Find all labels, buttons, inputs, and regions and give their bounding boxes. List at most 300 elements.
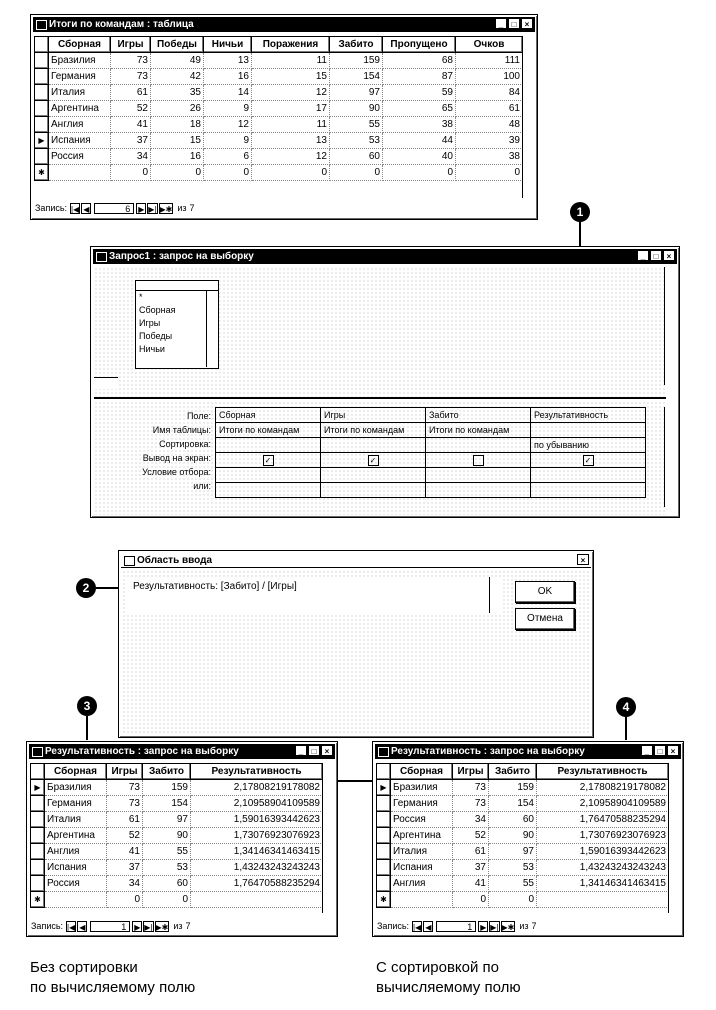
table-cell[interactable]: Испания xyxy=(45,860,107,876)
table-cell[interactable]: 34 xyxy=(107,876,143,892)
row-selector[interactable] xyxy=(31,860,45,876)
vertical-scrollbar[interactable] xyxy=(322,763,334,913)
select-all-corner[interactable] xyxy=(31,764,45,780)
table-cell[interactable]: 11 xyxy=(252,53,330,69)
field-list-item[interactable]: Игры xyxy=(139,318,161,328)
table-cell[interactable]: Англия xyxy=(49,117,111,133)
table-window xyxy=(30,14,538,220)
table-row[interactable] xyxy=(31,860,323,876)
table-cell[interactable]: Аргентина xyxy=(45,828,107,844)
table-pane-hscroll[interactable] xyxy=(94,377,118,389)
column-header[interactable]: Сборная xyxy=(45,764,107,780)
show-checkbox[interactable]: ✓ xyxy=(263,455,274,466)
table-cell[interactable]: 55 xyxy=(143,844,191,860)
table-cell[interactable]: 1,76470588235294 xyxy=(191,876,323,892)
table-row[interactable] xyxy=(377,892,669,908)
field-list-scrollbar[interactable] xyxy=(206,291,218,367)
caption-right-line2: вычисляемому полю xyxy=(376,979,521,996)
table-cell[interactable]: Италия xyxy=(391,844,453,860)
table-cell[interactable]: 52 xyxy=(453,828,489,844)
column-header[interactable]: Забито xyxy=(330,37,383,53)
table-cell[interactable]: 59 xyxy=(383,85,456,101)
table-cell[interactable]: 0 xyxy=(252,165,330,181)
table-cell[interactable]: 12 xyxy=(252,85,330,101)
new-record-button[interactable]: ▶✱ xyxy=(501,922,515,932)
table-cell[interactable]: 44 xyxy=(383,133,456,149)
new-record-button[interactable]: ▶✱ xyxy=(159,204,173,214)
table-cell[interactable]: 0 xyxy=(111,165,151,181)
next-record-button[interactable]: ▶ xyxy=(480,922,487,932)
table-cell[interactable]: 13 xyxy=(204,53,252,69)
table-cell[interactable]: 0 xyxy=(456,165,523,181)
design-cell-text: Игры xyxy=(324,410,346,420)
table-cell[interactable]: Италия xyxy=(49,85,111,101)
table-cell[interactable]: 9 xyxy=(204,101,252,117)
row-selector[interactable] xyxy=(377,812,391,828)
table-cell[interactable]: 12 xyxy=(204,117,252,133)
table-window-titlebar[interactable] xyxy=(33,17,535,32)
table-cell[interactable]: 97 xyxy=(489,844,537,860)
table-cell[interactable]: 38 xyxy=(456,149,523,165)
query-window-title: Запрос1 : запрос на выборку xyxy=(109,251,254,262)
design-grid-cell[interactable] xyxy=(321,483,426,498)
table-cell[interactable]: 154 xyxy=(143,796,191,812)
field-list-titlebar[interactable] xyxy=(136,281,218,291)
select-all-corner[interactable] xyxy=(35,37,49,53)
table-cell[interactable]: 60 xyxy=(143,876,191,892)
table-cell[interactable]: 90 xyxy=(143,828,191,844)
table-cell[interactable]: 0 xyxy=(330,165,383,181)
table-cell[interactable]: 90 xyxy=(489,828,537,844)
table-row[interactable] xyxy=(31,812,323,828)
table-cell[interactable]: 2,17808219178082 xyxy=(191,780,323,796)
design-grid-cell[interactable] xyxy=(216,408,321,423)
table-cell[interactable] xyxy=(49,165,111,181)
table-cell[interactable]: 90 xyxy=(330,101,383,117)
row-selector[interactable] xyxy=(377,860,391,876)
row-selector[interactable] xyxy=(377,844,391,860)
table-cell[interactable]: Германия xyxy=(391,796,453,812)
design-grid-cell[interactable] xyxy=(531,408,646,423)
table-cell[interactable]: 159 xyxy=(330,53,383,69)
table-cell[interactable]: Аргентина xyxy=(49,101,111,117)
row-selector[interactable] xyxy=(35,85,49,101)
column-header[interactable]: Ничьи xyxy=(204,37,252,53)
table-cell[interactable]: 55 xyxy=(330,117,383,133)
table-row[interactable] xyxy=(35,165,523,181)
table-row[interactable] xyxy=(35,133,523,149)
table-cell[interactable]: 73 xyxy=(111,69,151,85)
zoom-dialog-titlebar[interactable] xyxy=(121,553,591,568)
table-cell[interactable]: Аргентина xyxy=(391,828,453,844)
datasheet-grid xyxy=(34,36,523,181)
table-cell[interactable]: 111 xyxy=(456,53,523,69)
table-cell[interactable]: Испания xyxy=(49,133,111,149)
table-cell[interactable]: 154 xyxy=(330,69,383,85)
first-record-button[interactable]: |◀ xyxy=(413,922,422,932)
table-cell[interactable]: 18 xyxy=(151,117,204,133)
table-cell[interactable]: 37 xyxy=(107,860,143,876)
table-cell[interactable]: 60 xyxy=(489,812,537,828)
table-row[interactable] xyxy=(377,844,669,860)
row-label-show: Вывод на экран: xyxy=(142,453,211,463)
minimize-button[interactable]: _ xyxy=(637,250,649,261)
table-row[interactable] xyxy=(377,812,669,828)
table-cell[interactable]: Испания xyxy=(391,860,453,876)
minimize-button[interactable]: _ xyxy=(495,18,507,29)
table-cell[interactable]: 48 xyxy=(456,117,523,133)
design-grid-cell[interactable] xyxy=(426,453,531,468)
query-window xyxy=(90,246,680,518)
expression-text: Результативность: [Забито] / [Игры] xyxy=(133,581,297,592)
first-record-button[interactable]: |◀ xyxy=(67,922,76,932)
column-header[interactable]: Очков xyxy=(456,37,523,53)
query-window-titlebar[interactable] xyxy=(93,249,677,264)
table-cell[interactable]: 61 xyxy=(456,101,523,117)
table-cell[interactable] xyxy=(391,892,453,908)
table-cell[interactable]: 2,17808219178082 xyxy=(537,780,669,796)
design-grid-cell[interactable] xyxy=(426,483,531,498)
table-row[interactable] xyxy=(377,876,669,892)
table-cell[interactable]: 17 xyxy=(252,101,330,117)
table-cell[interactable]: 55 xyxy=(489,876,537,892)
table-cell[interactable]: 49 xyxy=(151,53,204,69)
table-cell[interactable]: 73 xyxy=(111,53,151,69)
table-row[interactable] xyxy=(31,796,323,812)
table-cell[interactable] xyxy=(537,892,669,908)
table-cell[interactable]: 14 xyxy=(204,85,252,101)
last-record-button[interactable]: ▶| xyxy=(144,922,153,932)
table-cell[interactable]: 100 xyxy=(456,69,523,85)
close-button[interactable]: × xyxy=(663,250,675,261)
row-selector[interactable]: ▶ xyxy=(31,780,45,796)
row-label-sort: Сортировка: xyxy=(159,439,211,449)
next-record-button[interactable]: ▶ xyxy=(134,922,141,932)
table-cell[interactable]: 0 xyxy=(204,165,252,181)
table-cell[interactable]: 84 xyxy=(456,85,523,101)
table-row[interactable] xyxy=(377,828,669,844)
table-cell[interactable]: Англия xyxy=(45,844,107,860)
table-cell[interactable]: 60 xyxy=(330,149,383,165)
column-header[interactable]: Результативность xyxy=(191,764,323,780)
table-cell[interactable]: 1,73076923076923 xyxy=(191,828,323,844)
table-cell[interactable]: 87 xyxy=(383,69,456,85)
table-cell[interactable]: 0 xyxy=(383,165,456,181)
last-record-button[interactable]: ▶| xyxy=(148,204,157,214)
row-selector[interactable]: ✱ xyxy=(31,892,45,908)
design-grid-cell[interactable] xyxy=(216,453,321,468)
ok-button[interactable]: OK xyxy=(515,581,575,603)
table-cell[interactable]: 97 xyxy=(330,85,383,101)
prev-record-button[interactable]: ◀ xyxy=(425,922,432,932)
design-grid-cell[interactable] xyxy=(426,438,531,453)
table-row[interactable] xyxy=(31,892,323,908)
table-row[interactable] xyxy=(377,796,669,812)
minimize-button[interactable]: _ xyxy=(295,745,307,756)
table-cell[interactable]: 73 xyxy=(107,780,143,796)
show-checkbox[interactable]: ✓ xyxy=(583,455,594,466)
column-header[interactable]: Забито xyxy=(489,764,537,780)
design-grid-cell[interactable] xyxy=(531,453,646,468)
record-number-field[interactable]: 1 xyxy=(436,921,476,932)
vertical-scrollbar[interactable] xyxy=(522,36,534,198)
design-grid-cell[interactable] xyxy=(426,468,531,483)
table-cell[interactable]: 154 xyxy=(489,796,537,812)
design-grid-cell[interactable] xyxy=(216,468,321,483)
table-cell[interactable]: 12 xyxy=(252,149,330,165)
cancel-button[interactable]: Отмена xyxy=(515,608,575,630)
row-selector[interactable] xyxy=(35,101,49,117)
table-cell[interactable]: Россия xyxy=(391,812,453,828)
table-cell[interactable]: Италия xyxy=(45,812,107,828)
row-label-table: Имя таблицы: xyxy=(152,425,211,435)
table-cell[interactable]: 53 xyxy=(143,860,191,876)
table-row[interactable] xyxy=(35,149,523,165)
maximize-button[interactable]: □ xyxy=(508,18,520,29)
design-grid-vscroll[interactable] xyxy=(664,407,676,507)
table-row[interactable] xyxy=(35,101,523,117)
record-total: 7 xyxy=(185,921,191,931)
table-cell[interactable]: 26 xyxy=(151,101,204,117)
table-cell[interactable]: 1,34146341463415 xyxy=(537,876,669,892)
table-cell[interactable]: 15 xyxy=(252,69,330,85)
table-cell[interactable]: Бразилия xyxy=(45,780,107,796)
row-selector[interactable] xyxy=(31,828,45,844)
table-row[interactable] xyxy=(31,876,323,892)
close-button[interactable]: × xyxy=(577,554,589,565)
table-cell[interactable]: 52 xyxy=(107,828,143,844)
design-grid-cell[interactable] xyxy=(321,468,426,483)
table-cell[interactable]: 0 xyxy=(107,892,143,908)
table-cell[interactable]: 68 xyxy=(383,53,456,69)
table-cell[interactable]: 16 xyxy=(151,149,204,165)
table-cell[interactable]: 0 xyxy=(143,892,191,908)
row-selector[interactable] xyxy=(31,796,45,812)
column-header[interactable]: Забито xyxy=(143,764,191,780)
table-cell[interactable]: Бразилия xyxy=(391,780,453,796)
connector-line xyxy=(337,780,373,782)
table-cell[interactable]: 42 xyxy=(151,69,204,85)
show-checkbox[interactable]: ✓ xyxy=(368,455,379,466)
table-cell[interactable]: Россия xyxy=(49,149,111,165)
table-cell[interactable]: 41 xyxy=(111,117,151,133)
row-selector[interactable] xyxy=(35,117,49,133)
table-cell[interactable]: 6 xyxy=(204,149,252,165)
table-row[interactable] xyxy=(35,85,523,101)
column-header[interactable]: Пропущено xyxy=(383,37,456,53)
field-list-item[interactable]: Победы xyxy=(139,331,173,341)
table-row[interactable] xyxy=(377,780,669,796)
expression-textarea[interactable] xyxy=(127,577,497,613)
column-header[interactable]: Поражения xyxy=(252,37,330,53)
field-list-item[interactable]: * xyxy=(139,292,143,302)
table-cell[interactable]: 1,59016393442623 xyxy=(537,844,669,860)
minimize-button[interactable]: _ xyxy=(641,745,653,756)
column-header[interactable]: Результативность xyxy=(537,764,669,780)
design-grid-row xyxy=(216,453,646,468)
design-grid-cell[interactable] xyxy=(216,423,321,438)
design-grid-row xyxy=(216,423,646,438)
table-cell[interactable]: 41 xyxy=(107,844,143,860)
field-list-item[interactable]: Сборная xyxy=(139,305,176,315)
table-cell[interactable]: 15 xyxy=(151,133,204,149)
next-record-button[interactable]: ▶ xyxy=(138,204,145,214)
design-grid-cell[interactable] xyxy=(531,438,646,453)
column-header[interactable]: Победы xyxy=(151,37,204,53)
callout-3: 3 xyxy=(77,696,97,716)
vertical-scrollbar[interactable] xyxy=(668,763,680,913)
design-grid-cell[interactable] xyxy=(531,468,646,483)
table-cell[interactable]: Англия xyxy=(391,876,453,892)
table-cell[interactable]: 52 xyxy=(111,101,151,117)
row-selector[interactable] xyxy=(377,876,391,892)
table-cell[interactable]: 61 xyxy=(107,812,143,828)
table-row[interactable] xyxy=(31,828,323,844)
show-checkbox[interactable] xyxy=(473,455,484,466)
table-pane-vscroll[interactable] xyxy=(664,267,676,385)
row-selector[interactable]: ▶ xyxy=(35,133,49,149)
table-cell[interactable]: 73 xyxy=(453,780,489,796)
prev-record-button[interactable]: ◀ xyxy=(79,922,86,932)
design-cell-text: Забито xyxy=(429,410,459,420)
caption-right xyxy=(376,958,521,998)
row-selector[interactable] xyxy=(31,812,45,828)
new-record-button[interactable]: ▶✱ xyxy=(155,922,169,932)
unsorted-titlebar[interactable] xyxy=(29,744,335,759)
maximize-button[interactable]: □ xyxy=(308,745,320,756)
table-cell[interactable]: 2,10958904109589 xyxy=(537,796,669,812)
record-navigator xyxy=(377,919,537,933)
column-header[interactable]: Игры xyxy=(453,764,489,780)
table-cell[interactable]: 35 xyxy=(151,85,204,101)
table-cell[interactable]: 65 xyxy=(383,101,456,117)
table-cell[interactable] xyxy=(191,892,323,908)
callout-1: 1 xyxy=(570,202,590,222)
table-cell[interactable]: 97 xyxy=(143,812,191,828)
design-grid-cell[interactable] xyxy=(321,453,426,468)
row-selector[interactable] xyxy=(377,796,391,812)
table-cell[interactable]: 1,59016393442623 xyxy=(191,812,323,828)
close-button[interactable]: × xyxy=(321,745,333,756)
table-cell[interactable]: 41 xyxy=(453,876,489,892)
table-cell[interactable]: Бразилия xyxy=(49,53,111,69)
table-cell[interactable]: 13 xyxy=(252,133,330,149)
table-cell[interactable]: 37 xyxy=(453,860,489,876)
design-grid-cell[interactable] xyxy=(426,408,531,423)
row-selector[interactable]: ▶ xyxy=(377,780,391,796)
maximize-button[interactable]: □ xyxy=(650,250,662,261)
design-grid-cell[interactable] xyxy=(531,483,646,498)
row-selector[interactable] xyxy=(35,69,49,85)
sorted-titlebar[interactable] xyxy=(375,744,681,759)
record-number-field[interactable]: 1 xyxy=(90,921,130,932)
table-row[interactable] xyxy=(31,780,323,796)
design-grid-cell[interactable] xyxy=(321,408,426,423)
close-button[interactable]: × xyxy=(521,18,533,29)
table-cell[interactable]: 37 xyxy=(111,133,151,149)
table-cell[interactable]: 0 xyxy=(151,165,204,181)
row-selector[interactable] xyxy=(35,53,49,69)
table-cell[interactable]: Германия xyxy=(49,69,111,85)
table-cell[interactable]: 1,43243243243243 xyxy=(537,860,669,876)
column-header[interactable]: Сборная xyxy=(391,764,453,780)
table-cell[interactable]: Германия xyxy=(45,796,107,812)
table-cell[interactable]: 159 xyxy=(143,780,191,796)
table-row[interactable] xyxy=(35,53,523,69)
table-cell[interactable]: 0 xyxy=(489,892,537,908)
table-cell[interactable]: 53 xyxy=(330,133,383,149)
table-cell[interactable]: 39 xyxy=(456,133,523,149)
row-selector[interactable]: ✱ xyxy=(377,892,391,908)
table-cell[interactable]: 1,76470588235294 xyxy=(537,812,669,828)
design-grid-cell[interactable] xyxy=(531,423,646,438)
table-cell[interactable]: 73 xyxy=(453,796,489,812)
caption-left xyxy=(30,958,195,998)
select-all-corner[interactable] xyxy=(377,764,391,780)
table-cell[interactable]: 53 xyxy=(489,860,537,876)
column-header[interactable]: Сборная xyxy=(49,37,111,53)
table-cell[interactable]: 34 xyxy=(111,149,151,165)
row-selector[interactable] xyxy=(31,876,45,892)
first-record-button[interactable]: |◀ xyxy=(71,204,80,214)
table-cell[interactable]: 16 xyxy=(204,69,252,85)
table-cell[interactable]: 61 xyxy=(111,85,151,101)
table-cell[interactable]: 1,73076923076923 xyxy=(537,828,669,844)
row-selector[interactable] xyxy=(377,828,391,844)
prev-record-button[interactable]: ◀ xyxy=(83,204,90,214)
table-cell[interactable]: 73 xyxy=(107,796,143,812)
table-cell[interactable]: 1,34146341463415 xyxy=(191,844,323,860)
table-row[interactable] xyxy=(35,69,523,85)
record-number-field[interactable]: 6 xyxy=(94,203,134,214)
table-cell[interactable] xyxy=(45,892,107,908)
column-header[interactable]: Игры xyxy=(107,764,143,780)
table-cell[interactable]: 9 xyxy=(204,133,252,149)
expression-scrollbar[interactable] xyxy=(489,577,501,613)
last-record-button[interactable]: ▶| xyxy=(490,922,499,932)
column-header[interactable]: Игры xyxy=(111,37,151,53)
design-grid-cell[interactable] xyxy=(216,483,321,498)
table-row[interactable] xyxy=(35,117,523,133)
design-grid-row xyxy=(216,438,646,453)
close-button[interactable]: × xyxy=(667,745,679,756)
design-grid-cell[interactable] xyxy=(216,438,321,453)
table-cell[interactable]: 40 xyxy=(383,149,456,165)
table-row[interactable] xyxy=(31,844,323,860)
table-cell[interactable]: Россия xyxy=(45,876,107,892)
table-cell[interactable]: 61 xyxy=(453,844,489,860)
table-cell[interactable]: 2,10958904109589 xyxy=(191,796,323,812)
record-label: Запись: xyxy=(35,203,68,213)
table-cell[interactable]: 34 xyxy=(453,812,489,828)
table-cell[interactable]: 1,43243243243243 xyxy=(191,860,323,876)
table-cell[interactable]: 0 xyxy=(453,892,489,908)
field-list-box[interactable] xyxy=(135,280,219,369)
table-row[interactable] xyxy=(377,860,669,876)
field-list-item[interactable]: Ничьи xyxy=(139,344,165,354)
design-grid-cell[interactable] xyxy=(426,423,531,438)
row-selector[interactable] xyxy=(31,844,45,860)
design-grid-cell[interactable] xyxy=(321,438,426,453)
design-grid-cell[interactable] xyxy=(321,423,426,438)
table-cell[interactable]: 38 xyxy=(383,117,456,133)
row-selector[interactable]: ✱ xyxy=(35,165,49,181)
record-navigator xyxy=(31,919,191,933)
maximize-button[interactable]: □ xyxy=(654,745,666,756)
table-cell[interactable]: 159 xyxy=(489,780,537,796)
table-cell[interactable]: 11 xyxy=(252,117,330,133)
row-selector[interactable] xyxy=(35,149,49,165)
